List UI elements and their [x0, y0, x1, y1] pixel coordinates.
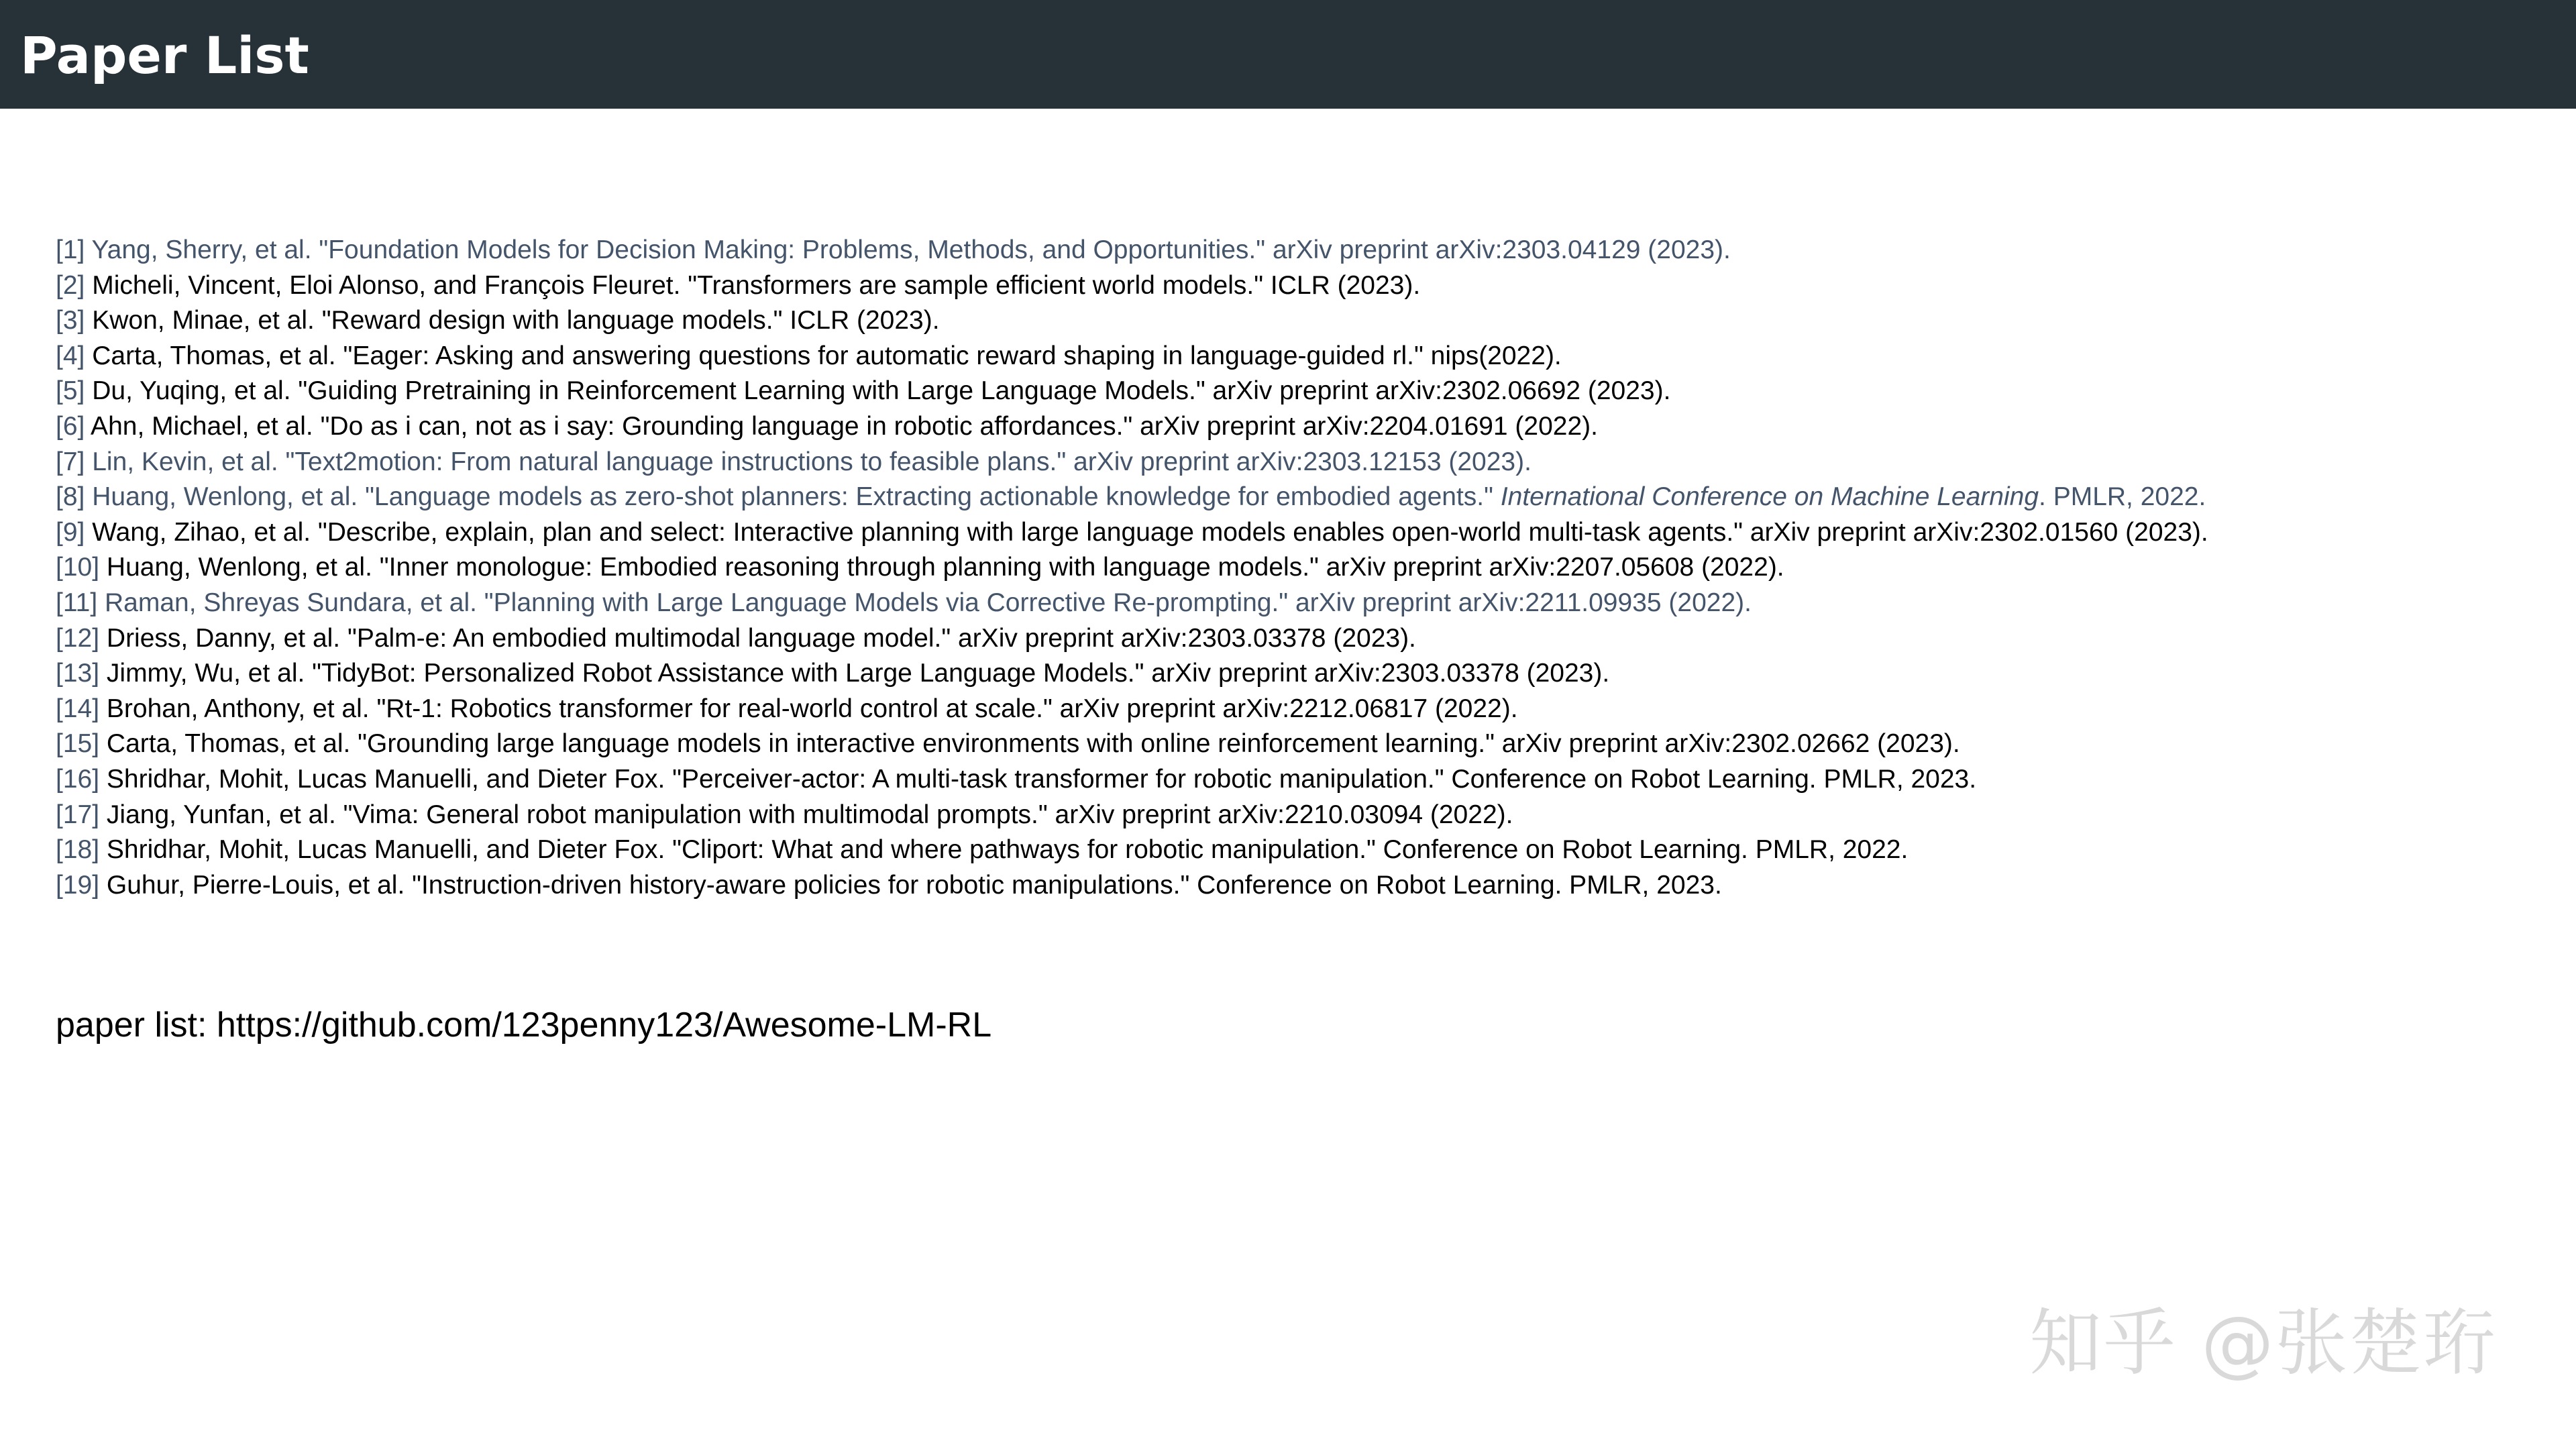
- reference-number: [5]: [56, 376, 85, 406]
- reference-venue: International Conference on Machine Learning: [1500, 482, 2039, 512]
- reference-text: Wang, Zihao, et al. "Describe, explain, plan and select: Interactive planning with large language models enables open-world multi-task agents." arXiv preprint arXiv:2302.01560 (2023).: [85, 517, 2208, 547]
- reference-item: [56, 656, 2565, 692]
- reference-text: Kwon, Minae, et al. "Reward design with language models." ICLR (2023).: [85, 306, 940, 335]
- reference-number: [14]: [56, 694, 100, 723]
- reference-item: [56, 409, 2565, 445]
- reference-item: [56, 868, 2565, 904]
- reference-item: [56, 303, 2565, 339]
- reference-text: Carta, Thomas, et al. "Eager: Asking and answering questions for automatic reward shaping in language-guided rl." nips(2022).: [85, 341, 1562, 370]
- header-bar: [0, 0, 2576, 109]
- reference-number: [8]: [56, 482, 85, 512]
- reference-text: Huang, Wenlong, et al. "Language models as zero-shot planners: Extracting actionable knowledge for embodied agents.": [85, 482, 1501, 512]
- reference-number: [19]: [56, 870, 100, 900]
- reference-item: [56, 480, 2565, 515]
- reference-item: [56, 515, 2565, 551]
- reference-number: [10]: [56, 553, 100, 582]
- reference-number: [2]: [56, 270, 85, 300]
- reference-number: [13]: [56, 659, 100, 688]
- reference-item: [56, 339, 2565, 374]
- reference-text: Yang, Sherry, et al. "Foundation Models for Decision Making: Problems, Methods, and Opportunities." arXiv preprint arXiv:2303.04129 (2023).: [85, 235, 1731, 264]
- reference-number: [4]: [56, 341, 85, 370]
- reference-text: Jimmy, Wu, et al. "TidyBot: Personalized Robot Assistance with Large Language Models." arXiv preprint arXiv:2303.03378 (2023).: [99, 659, 1610, 688]
- reference-item: [56, 621, 2565, 657]
- reference-number: [17]: [56, 800, 100, 829]
- reference-item: [56, 268, 2565, 304]
- reference-number: [9]: [56, 517, 85, 547]
- reference-number: [18]: [56, 835, 100, 865]
- reference-number: [3]: [56, 306, 85, 335]
- page-title: Paper List: [20, 25, 309, 85]
- paper-list-link[interactable]: paper list: https://github.com/123penny123/Awesome-LM-RL: [56, 1006, 992, 1044]
- reference-text: Micheli, Vincent, Eloi Alonso, and François Fleuret. "Transformers are sample efficient world models." ICLR (2023).: [85, 270, 1421, 300]
- reference-text: Lin, Kevin, et al. "Text2motion: From natural language instructions to feasible plans." arXiv preprint arXiv:2303.12153 (2023).: [85, 447, 1532, 476]
- reference-item: [56, 233, 2565, 268]
- reference-item: [56, 550, 2565, 586]
- reference-item: [56, 374, 2565, 409]
- reference-number: [12]: [56, 623, 100, 653]
- reference-number: [11]: [56, 588, 98, 617]
- reference-item: [56, 727, 2565, 762]
- reference-item: [56, 798, 2565, 833]
- reference-number: [7]: [56, 447, 85, 476]
- reference-number: [6]: [56, 411, 85, 441]
- reference-text: Guhur, Pierre-Louis, et al. "Instruction-driven history-aware policies for robotic manipulations." Conference on Robot Learning. PMLR, 2023.: [99, 870, 1722, 900]
- reference-text: Raman, Shreyas Sundara, et al. "Planning with Large Language Models via Corrective Re-prompting." arXiv preprint arXiv:2211.09935 (2022).: [97, 588, 1752, 617]
- reference-number: [15]: [56, 729, 100, 759]
- reference-text: Huang, Wenlong, et al. "Inner monologue: Embodied reasoning through planning with language models." arXiv preprint arXiv:2207.05608 (2022).: [99, 553, 1784, 582]
- reference-text: Carta, Thomas, et al. "Grounding large language models in interactive environments with online reinforcement learning." arXiv preprint arXiv:2302.02662 (2023).: [99, 729, 1960, 759]
- reference-text: Shridhar, Mohit, Lucas Manuelli, and Dieter Fox. "Cliport: What and where pathways for robotic manipulation." Conference on Robot Learning. PMLR, 2022.: [99, 835, 1909, 865]
- reference-text: Ahn, Michael, et al. "Do as i can, not as i say: Grounding language in robotic affordances." arXiv preprint arXiv:2204.01691 (2022).: [85, 411, 1598, 441]
- reference-item: [56, 445, 2565, 480]
- reference-item: [56, 692, 2565, 727]
- reference-text: Brohan, Anthony, et al. "Rt-1: Robotics transformer for real-world control at scale." arXiv preprint arXiv:2212.06817 (2022).: [99, 694, 1518, 723]
- reference-list: [56, 233, 2565, 903]
- reference-number: [16]: [56, 764, 100, 794]
- reference-item: [56, 833, 2565, 868]
- reference-text: Shridhar, Mohit, Lucas Manuelli, and Dieter Fox. "Perceiver-actor: A multi-task transformer for robotic manipulation." Conference on Robot Learning. PMLR, 2023.: [99, 764, 1977, 794]
- reference-item: [56, 762, 2565, 798]
- watermark: 知乎 @张楚珩: [2029, 1301, 2497, 1385]
- reference-number: [1]: [56, 235, 85, 264]
- reference-text: Driess, Danny, et al. "Palm-e: An embodied multimodal language model." arXiv preprint arXiv:2303.03378 (2023).: [99, 623, 1416, 653]
- reference-text: Jiang, Yunfan, et al. "Vima: General robot manipulation with multimodal prompts." arXiv preprint arXiv:2210.03094 (2022).: [99, 800, 1513, 829]
- reference-text-tail: . PMLR, 2022.: [2039, 482, 2206, 512]
- reference-item: [56, 586, 2565, 621]
- reference-text: Du, Yuqing, et al. "Guiding Pretraining in Reinforcement Learning with Large Language Models." arXiv preprint arXiv:2302.06692 (2023).: [85, 376, 1671, 406]
